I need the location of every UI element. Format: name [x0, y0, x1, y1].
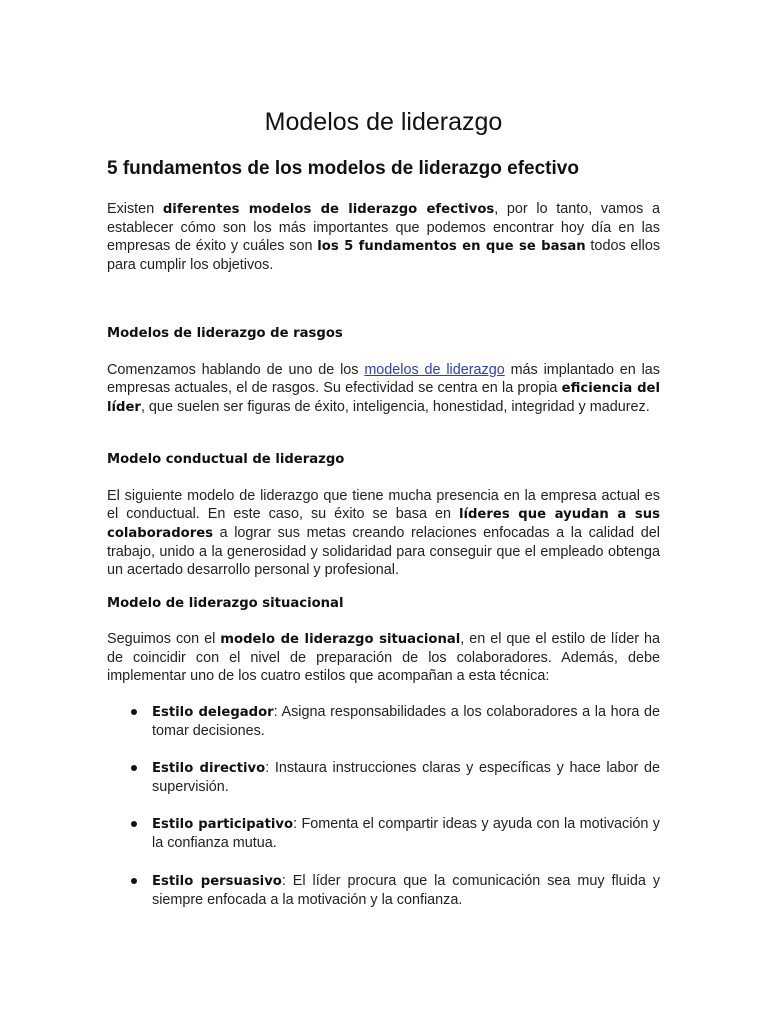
situacional-bold-1: modelo de liderazgo situacional	[220, 632, 461, 647]
situacional-text-1: Seguimos con el	[107, 631, 221, 647]
bullet-term: Estilo persuasivo	[152, 874, 282, 889]
section-heading-situacional: Modelo de liderazgo situacional	[107, 596, 344, 611]
situacional-text-2: , en el que el estilo de líder ha de coincidir con el nivel de preparación de los colaboradores. Además, debe implementar uno de los cuatro estilos que acompañan a esta técnica:	[107, 631, 661, 684]
bullet-icon	[131, 821, 137, 827]
section-heading-conductual: Modelo conductual de liderazgo	[107, 452, 345, 467]
rasgos-text-2: más implantado en las empresas actuales, el de rasgos. Su efectividad se centra en la propia	[107, 362, 661, 396]
rasgos-paragraph	[107, 361, 660, 417]
rasgos-text-1: Comenzamos hablando de uno de los	[107, 362, 365, 378]
list-item-directivo	[152, 759, 660, 796]
document-title: Modelos de liderazgo	[264, 108, 503, 136]
intro-bold-1: diferentes modelos de liderazgo efectivos	[162, 202, 495, 217]
bullet-text: : El líder procura que la comunicación sea muy fluida y siempre enfocada a la motivación y la confianza.	[152, 873, 661, 908]
list-item-delegador	[152, 703, 660, 740]
intro-text-3: todos ellos para cumplir los objetivos.	[107, 238, 661, 273]
bullet-icon	[131, 878, 137, 884]
conductual-text-2: a lograr sus metas creando relaciones enfocadas a la calidad del trabajo, unido a la generosidad y solidaridad para conseguir que el empleado obtenga un acertado desarrollo personal y profesional.	[107, 525, 660, 578]
bullet-text: : Fomenta el compartir ideas y ayuda con la motivación y la confianza mutua.	[152, 816, 660, 851]
conductual-paragraph	[107, 487, 660, 579]
bullet-icon	[131, 765, 137, 771]
section-heading-rasgos: Modelos de liderazgo de rasgos	[107, 326, 343, 341]
bullet-term: Estilo delegador	[152, 705, 274, 720]
bullet-term: Estilo directivo	[152, 761, 266, 776]
situacional-paragraph	[107, 630, 660, 685]
modelos-liderazgo-link[interactable]: modelos de liderazgo	[364, 362, 505, 378]
conductual-bold-1: líderes que ayudan a sus colaboradores	[107, 507, 660, 541]
rasgos-bold-1: eficiencia del líder	[107, 381, 661, 415]
rasgos-text-3: , que suelen ser figuras de éxito, inteligencia, honestidad, integridad y madurez.	[140, 399, 650, 415]
bullet-term: Estilo participativo	[152, 817, 294, 832]
bullet-icon	[131, 709, 137, 715]
intro-bold-2: los 5 fundamentos en que se basan	[317, 239, 586, 254]
intro-text-1: Existen	[107, 201, 163, 217]
intro-paragraph	[107, 200, 660, 274]
list-item-persuasivo	[152, 872, 660, 909]
document-subtitle: 5 fundamentos de los modelos de liderazgo efectivo	[107, 158, 579, 179]
bullet-text: : Asigna responsabilidades a los colaboradores a la hora de tomar decisiones.	[152, 704, 661, 739]
list-item-participativo	[152, 815, 660, 852]
bullet-text: : Instaura instrucciones claras y específicas y hace labor de supervisión.	[152, 760, 660, 795]
intro-text-2: , por lo tanto, vamos a establecer cómo son los más importantes que podemos encontrar hoy día en las empresas de éxito y cuáles son	[107, 201, 660, 254]
conductual-text-1: El siguiente modelo de liderazgo que tiene mucha presencia en la empresa actual es el conductual. En este caso, su éxito se basa en	[107, 488, 660, 522]
